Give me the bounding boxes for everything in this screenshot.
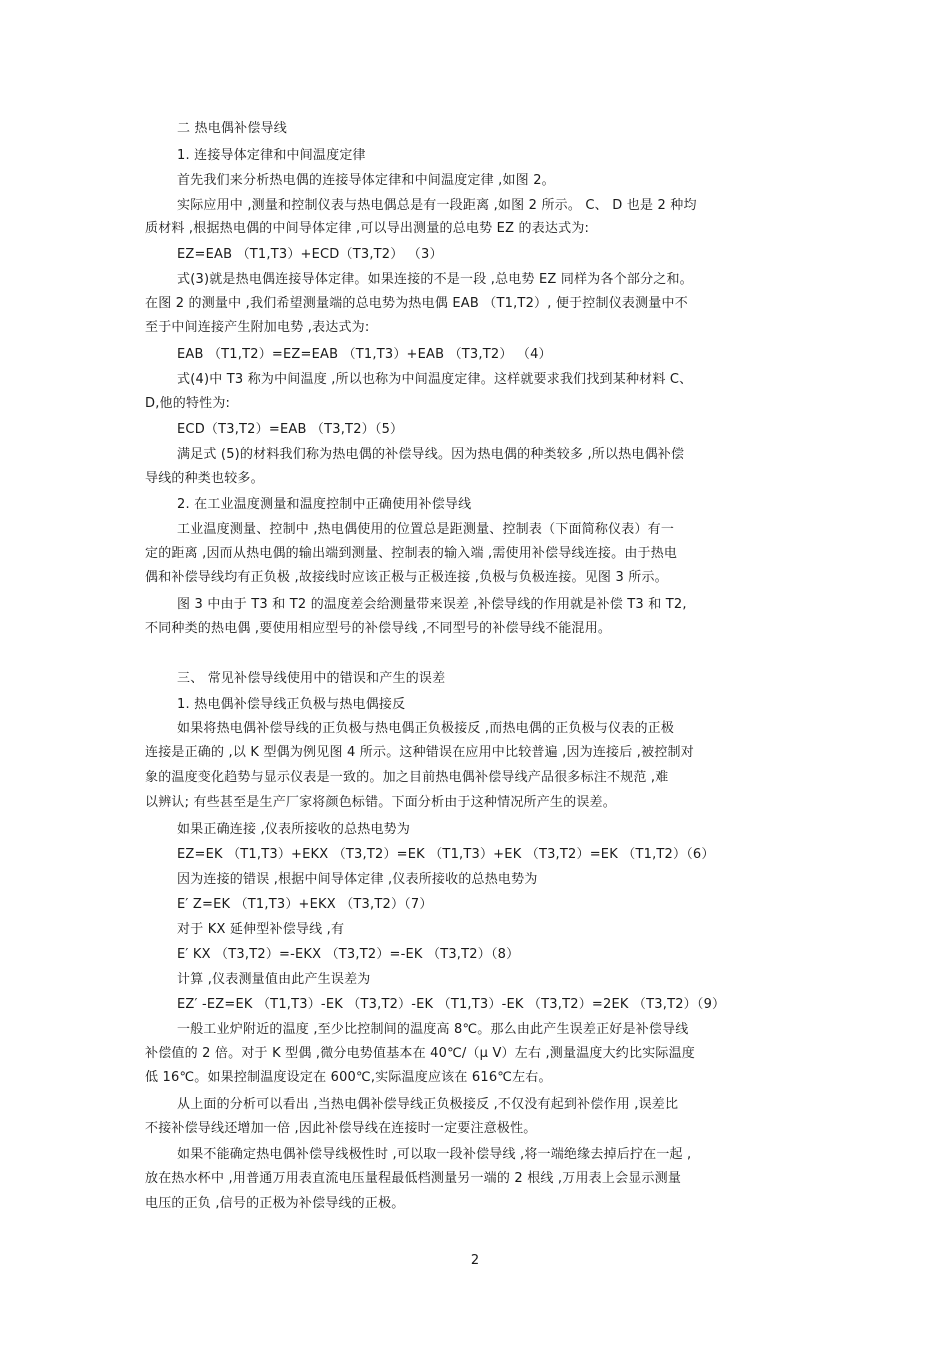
paragraph-line: 以辨认; 有些甚至是生产厂家将颜色标错。下面分析由于这种情况所产生的误差。 bbox=[145, 795, 616, 810]
paragraph-line: 至于中间连接产生附加电势 ,表达式为: bbox=[145, 320, 370, 335]
equation-line: ECD（T3,T2）=EAB （T3,T2）（5） bbox=[177, 422, 404, 437]
paragraph-line: 定的距离 ,因而从热电偶的输出端到测量、控制表的输入端 ,需使用补偿导线连接。由于热电 bbox=[145, 546, 678, 561]
paragraph-line: 低 16℃。如果控制温度设定在 600℃,实际温度应该在 616℃左右。 bbox=[145, 1070, 552, 1085]
paragraph-line: D,他的特性为: bbox=[145, 396, 231, 411]
paragraph-line: 实际应用中 ,测量和控制仪表与热电偶总是有一段距离 ,如图 2 所示。 C、 D 也是 2 种均 bbox=[177, 198, 697, 213]
paragraph-line: 连接是正确的 ,以 K 型偶为例见图 4 所示。这种错误在应用中比较普遍 ,因为连接后 ,被控制对 bbox=[145, 745, 694, 760]
section-heading: 二 热电偶补偿导线 bbox=[177, 121, 287, 136]
paragraph-line: 如果正确连接 ,仪表所接收的总热电势为 bbox=[177, 822, 411, 837]
paragraph-line: 放在热水杯中 ,用普通万用表直流电压量程最低档测量另一端的 2 根线 ,万用表上会显示测量 bbox=[145, 1171, 682, 1186]
equation-line: E′ KX （T3,T2）=-EKX （T3,T2）=-EK （T3,T2）（8） bbox=[177, 947, 520, 962]
paragraph-line: 补偿值的 2 倍。对于 K 型偶 ,微分电势值基本在 40℃/（μ V）左右 ,测量温度大约比实际温度 bbox=[145, 1046, 696, 1061]
paragraph-line: 如果将热电偶补偿导线的正负极与热电偶正负极接反 ,而热电偶的正负极与仪表的正极 bbox=[177, 721, 675, 736]
paragraph-line: 一般工业炉附近的温度 ,至少比控制间的温度高 8℃。那么由此产生误差正好是补偿导线 bbox=[177, 1022, 689, 1037]
paragraph-line: 首先我们来分析热电偶的连接导体定律和中间温度定律 ,如图 2。 bbox=[177, 173, 555, 188]
paragraph-line: 导线的种类也较多。 bbox=[145, 471, 264, 486]
paragraph-line: 图 3 中由于 T3 和 T2 的温度差会给测量带来误差 ,补偿导线的作用就是补偿 T3 和 T2, bbox=[177, 597, 687, 612]
subsection-heading: 1. 热电偶补偿导线正负极与热电偶接反 bbox=[177, 697, 406, 712]
paragraph-line: 对于 KX 延伸型补偿导线 ,有 bbox=[177, 922, 345, 937]
paragraph-line: 质材料 ,根据热电偶的中间导体定律 ,可以导出测量的总电势 EZ 的表达式为: bbox=[145, 221, 590, 236]
equation-line: E′ Z=EK （T1,T3）+EKX （T3,T2）（7） bbox=[177, 897, 433, 912]
paragraph-line: 工业温度测量、控制中 ,热电偶使用的位置总是距测量、控制表（下面简称仪表）有一 bbox=[177, 522, 675, 537]
paragraph-line: 象的温度变化趋势与显示仪表是一致的。加之目前热电偶补偿导线产品很多标注不规范 ,难 bbox=[145, 770, 669, 785]
equation-line: EAB （T1,T2）=EZ=EAB （T1,T3）+EAB （T3,T2） （4） bbox=[177, 347, 552, 362]
paragraph-line: 满足式 (5)的材料我们称为热电偶的补偿导线。因为热电偶的种类较多 ,所以热电偶补偿 bbox=[177, 447, 685, 462]
subsection-heading: 1. 连接导体定律和中间温度定律 bbox=[177, 148, 366, 163]
paragraph-line: 式(4)中 T3 称为中间温度 ,所以也称为中间温度定律。这样就要求我们找到某种材料 C、 bbox=[177, 372, 693, 387]
paragraph-line: 不接补偿导线还增加一倍 ,因此补偿导线在连接时一定要注意极性。 bbox=[145, 1121, 537, 1136]
equation-line: EZ′ -EZ=EK （T1,T3）-EK （T3,T2）-EK （T1,T3）-EK （T3,T2）=2EK （T3,T2）（9） bbox=[177, 997, 726, 1012]
paragraph-line: 从上面的分析可以看出 ,当热电偶补偿导线正负极接反 ,不仅没有起到补偿作用 ,误差比 bbox=[177, 1097, 679, 1112]
paragraph-line: 电压的正负 ,信号的正极为补偿导线的正极。 bbox=[145, 1196, 405, 1211]
paragraph-line: 如果不能确定热电偶补偿导线极性时 ,可以取一段补偿导线 ,将一端绝缘去掉后拧在一起 , bbox=[177, 1147, 692, 1162]
paragraph-line: 计算 ,仪表测量值由此产生误差为 bbox=[177, 972, 371, 987]
paragraph-line: 式(3)就是热电偶连接导体定律。如果连接的不是一段 ,总电势 EZ 同样为各个部分之和。 bbox=[177, 272, 693, 287]
equation-line: EZ=EAB （T1,T3）+ECD（T3,T2） （3） bbox=[177, 247, 443, 262]
page-number: 2 bbox=[470, 1253, 480, 1268]
section-heading: 三、 常见补偿导线使用中的错误和产生的误差 bbox=[177, 671, 446, 686]
paragraph-line: 因为连接的错误 ,根据中间导体定律 ,仪表所接收的总热电势为 bbox=[177, 872, 538, 887]
subsection-heading: 2. 在工业温度测量和温度控制中正确使用补偿导线 bbox=[177, 497, 472, 512]
paragraph-line: 不同种类的热电偶 ,要使用相应型号的补偿导线 ,不同型号的补偿导线不能混用。 bbox=[145, 621, 612, 636]
paragraph-line: 在图 2 的测量中 ,我们希望测量端的总电势为热电偶 EAB （T1,T2）, 便于控制仪表测量中不 bbox=[145, 296, 688, 311]
paragraph-line: 偶和补偿导线均有正负极 ,故接线时应该正极与正极连接 ,负极与负极连接。见图 3 所示。 bbox=[145, 570, 668, 585]
equation-line: EZ=EK （T1,T3）+EKX （T3,T2）=EK （T1,T3）+EK （T3,T2）=EK （T1,T2）（6） bbox=[177, 847, 715, 862]
